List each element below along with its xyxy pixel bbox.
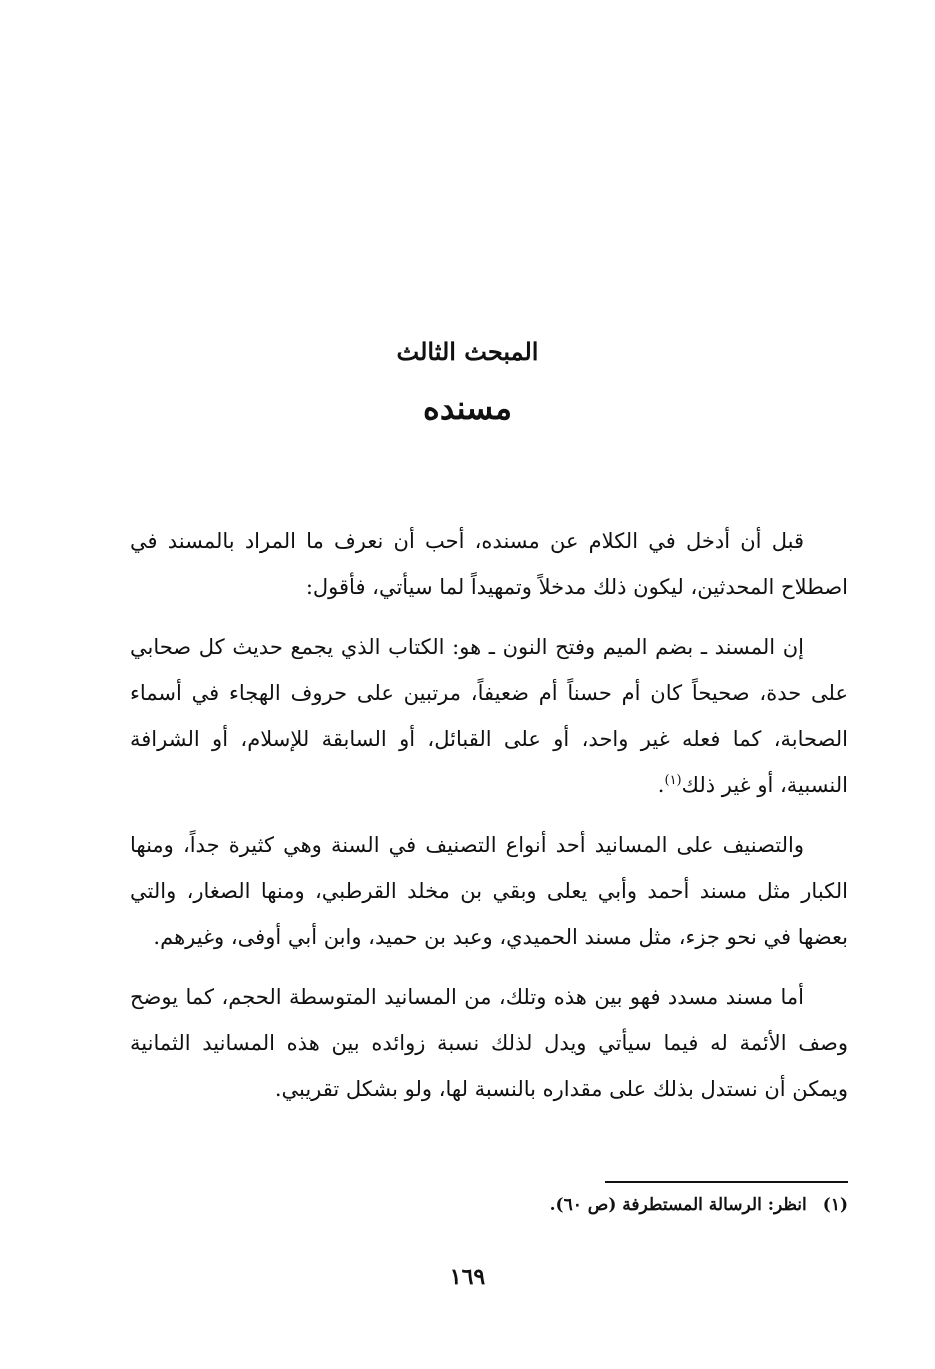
chapter-title: مسنده [423,389,512,427]
footnote-number: (١) [822,1195,848,1215]
footnote-text: انظر: الرسالة المستطرفة (ص ٦٠). [549,1195,807,1215]
paragraph-intro: قبل أن أدخل في الكلام عن مسنده، أحب أن نعرف ما المراد بالمسند في اصطلاح المحدثين، ليكون ذلك مدخلاً وتمهيداً لما سيأتي، فأقول: [130,529,848,599]
body-text [130,518,848,1126]
footnote-reference: (١) [664,773,682,788]
page-number: ١٦٩ [449,1264,486,1290]
paragraph-classification: والتصنيف على المسانيد أحد أنواع التصنيف في السنة وهي كثيرة جداً، ومنها الكبار مثل مسند أحمد وأبي يعلى وبقي بن مخلد القرطبي، ومنها الصغار، والتي بعضها في نحو جزء، مثل مسند الحميدي، وعبد بن حميد، وابن أبي أوفى، وغيرهم. [130,833,848,949]
paragraph-musaddad: أما مسند مسدد فهو بين هذه وتلك، من المسانيد المتوسطة الحجم، كما يوضح وصف الأئمة له فيما سيأتي ويدل لذلك نسبة زوائده بين هذه المسانيد الثمانية ويمكن أن نستدل بذلك على مقداره بالنسبة لها، ولو بشكل تقريبي. [130,985,848,1101]
paragraph-definition-text: إن المسند ـ بضم الميم وفتح النون ـ هو: الكتاب الذي يجمع حديث كل صحابي على حدة، صحيحاً كان أم حسناً أم ضعيفاً، مرتبين على حروف الهجاء في أسماء الصحابة، كما فعله غير واحد، أو على القبائل، أو السابقة للإسلام، أو الشرافة النسبية، أو غير ذلك [130,635,848,797]
section-label: المبحث الثالث [396,337,539,366]
paragraph-definition [130,624,848,808]
footnote [300,1190,848,1220]
footnote-divider [605,1181,848,1183]
paragraph-definition-end: . [657,773,665,797]
